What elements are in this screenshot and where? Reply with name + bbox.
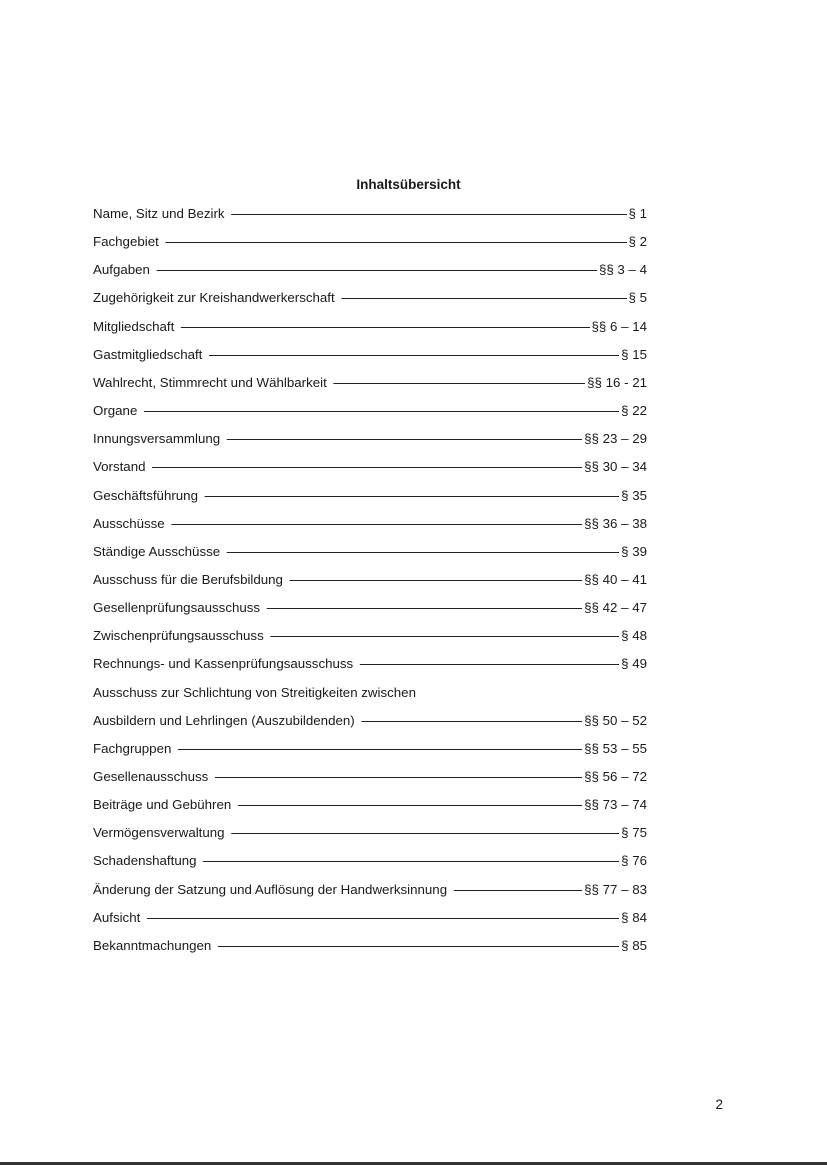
toc-entry [93, 570, 647, 590]
toc-leader-dashes [231, 204, 627, 224]
toc-leader-dashes [208, 345, 619, 365]
toc-leader-dashes [203, 851, 620, 871]
toc-entry [93, 345, 647, 365]
bottom-scan-edge [0, 1162, 827, 1165]
page-title: Inhaltsübersicht [356, 177, 461, 192]
toc-entry-section-ref: §§ 36 – 38 [584, 515, 647, 531]
toc-entry [93, 654, 647, 674]
toc-entry-section-ref: §§ 53 – 55 [584, 740, 647, 756]
toc-entry-section-ref: §§ 56 – 72 [584, 769, 647, 784]
toc-entry-section-ref: § 49 [621, 656, 647, 672]
toc-entry-section-ref: § 75 [621, 825, 647, 841]
toc-entry-label: Organe [93, 403, 138, 419]
toc-leader-dashes [237, 795, 582, 815]
toc-leader-dashes [177, 739, 582, 759]
toc-entry-label: Änderung der Satzung und Auflösung der Handwerksinnung [93, 881, 448, 897]
toc-entry-section-ref: §§ 30 – 34 [584, 459, 647, 475]
toc-leader-dashes [180, 317, 589, 337]
toc-entry-section-ref: § 15 [621, 346, 647, 362]
toc-entry [93, 598, 647, 618]
toc-entry-section-ref: § 39 [621, 543, 647, 559]
toc-entry-label: Ausschüsse [93, 515, 165, 531]
toc-leader-dashes [214, 767, 582, 787]
page-number: 2 [715, 1097, 723, 1112]
toc-leader-dashes [165, 232, 627, 252]
toc-leader-dashes [146, 908, 619, 928]
toc-leader-dashes [453, 880, 582, 900]
toc-entry-label: Zugehörigkeit zur Kreishandwerkerschaft [93, 290, 335, 306]
toc-leader-dashes [226, 542, 619, 562]
toc-entry-label: Ausschuss zur Schlichtung von Streitigkeiten zwischen [93, 684, 416, 700]
toc-leader-dashes [289, 570, 582, 590]
toc-entry-section-ref: § 5 [628, 290, 647, 306]
toc-entry [93, 486, 647, 506]
toc-entry-label: Innungsversammlung [93, 431, 221, 447]
toc-leader-dashes [217, 936, 619, 956]
toc-entry-label: Gesellenprüfungsausschuss [93, 600, 261, 616]
toc-entry [93, 823, 647, 843]
toc-entry-section-ref: §§ 73 – 74 [584, 797, 647, 813]
toc-entry-label: Wahlrecht, Stimmrecht und Wählbarkeit [93, 374, 327, 390]
toc-entry-label: Ausschuss für die Berufsbildung [93, 571, 283, 587]
toc-entry-section-ref: §§ 77 – 83 [584, 881, 647, 897]
toc-entry-label: Gesellenausschuss [93, 769, 209, 784]
toc-entry-section-ref: § 35 [621, 487, 647, 503]
toc-leader-dashes [359, 654, 619, 674]
toc-leader-dashes [231, 823, 620, 843]
toc-leader-dashes [266, 598, 582, 618]
toc-entry-label: Fachgebiet [93, 234, 159, 250]
toc-entry-section-ref: § 84 [621, 909, 647, 925]
toc-entry-section-ref: § 48 [621, 628, 647, 644]
toc-entry-label: Rechnungs- und Kassenprüfungsausschuss [93, 656, 354, 672]
toc-entry-label: Gastmitgliedschaft [93, 346, 203, 362]
toc-entry [93, 457, 647, 477]
toc-entry [93, 795, 647, 815]
toc-entry [93, 880, 647, 900]
toc-entry-section-ref: § 2 [628, 234, 647, 250]
toc-entry [93, 908, 647, 928]
toc-leader-dashes [361, 711, 582, 731]
toc-entry-section-ref: §§ 40 – 41 [584, 571, 647, 587]
toc-entry [93, 317, 647, 337]
toc-leader-dashes [204, 486, 619, 506]
toc-entry-section-ref: §§ 50 – 52 [584, 712, 647, 728]
toc-entry [93, 767, 647, 787]
toc-leader-dashes [152, 457, 583, 477]
toc-entry-label: Name, Sitz und Bezirk [93, 206, 225, 221]
toc-leader-dashes [171, 514, 582, 534]
toc-entry-label: Bekanntmachungen [93, 937, 212, 953]
toc-leader-dashes [143, 401, 619, 421]
toc-entry-label: Fachgruppen [93, 740, 172, 756]
toc-leader-dashes [156, 260, 597, 280]
toc-entry-label: Zwischenprüfungsausschuss [93, 628, 264, 644]
toc-entry-label: Mitgliedschaft [93, 318, 175, 334]
toc-entry-label: Ständige Ausschüsse [93, 543, 221, 559]
toc-entry-section-ref: §§ 42 – 47 [584, 600, 647, 616]
toc-entry [93, 373, 647, 393]
toc-entry [93, 401, 647, 421]
toc-entry [93, 232, 647, 252]
toc-leader-dashes [226, 429, 582, 449]
toc-entry-section-ref: §§ 6 – 14 [591, 318, 647, 334]
toc-leader-dashes [333, 373, 585, 393]
toc-entry-section-ref: § 85 [621, 937, 647, 953]
toc-entry-section-ref: §§ 16 - 21 [587, 374, 647, 390]
toc-entry [93, 739, 647, 759]
toc-entry [93, 936, 647, 956]
toc-entry [93, 626, 647, 646]
toc-entry-section-ref: §§ 23 – 29 [584, 431, 647, 447]
toc-entry-label: Vermögensverwaltung [93, 825, 225, 841]
toc-entry [93, 514, 647, 534]
toc-entry-section-ref: §§ 3 – 4 [598, 262, 647, 278]
toc-leader-dashes [270, 626, 619, 646]
toc-entry [93, 288, 647, 308]
toc-entry-label: Vorstand [93, 459, 146, 475]
toc-entry-label: Geschäftsführung [93, 487, 198, 503]
toc-entry-section-ref: § 22 [621, 403, 647, 419]
toc-entry [93, 204, 647, 224]
toc-entry [93, 429, 647, 449]
toc-entry-label: Aufsicht [93, 909, 141, 925]
toc-entry [93, 711, 647, 731]
toc-entry [93, 542, 647, 562]
toc-entry [93, 683, 647, 703]
toc-entry-label: Aufgaben [93, 262, 150, 278]
toc-entry-section-ref: § 76 [621, 853, 647, 869]
toc-entry-label: Beiträge und Gebühren [93, 797, 232, 813]
toc-leader-dashes [341, 288, 627, 308]
toc-entry-section-ref: § 1 [628, 206, 647, 221]
toc-entry-label: Schadenshaftung [93, 853, 197, 869]
toc-entry-label: Ausbildern und Lehrlingen (Auszubildenden) [93, 712, 355, 728]
toc-entry [93, 851, 647, 871]
toc-entry [93, 260, 647, 280]
